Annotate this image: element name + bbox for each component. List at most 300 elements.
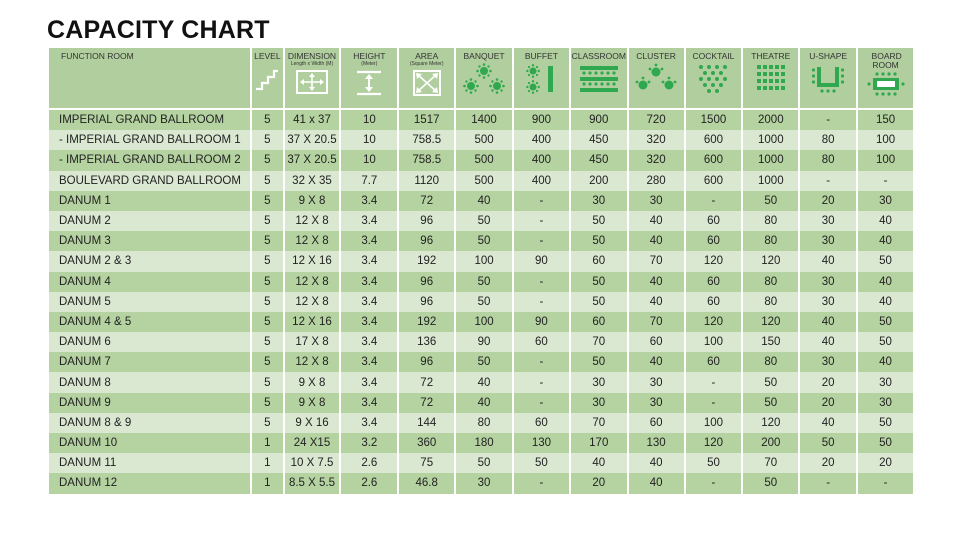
cell-height: 3.4 — [341, 211, 397, 231]
cell-level: 5 — [252, 108, 282, 130]
cell-level: 5 — [252, 393, 282, 413]
cell-cluster: 40 — [629, 272, 684, 292]
cell-theatre: 200 — [743, 433, 798, 453]
cell-buffet: 90 — [514, 312, 569, 332]
cell-area: 75 — [399, 453, 454, 473]
cell-dimension: 41 x 37 — [285, 108, 340, 130]
cell-function-room: - IMPERIAL GRAND BALLROOM 1 — [49, 130, 250, 150]
cell-classroom: 20 — [571, 473, 627, 493]
cell-height: 3.4 — [341, 352, 397, 372]
header-sublabel: (Square Meter) — [409, 60, 444, 67]
cell-height: 3.4 — [341, 191, 397, 211]
cell-classroom: 450 — [571, 130, 627, 150]
header-buffet — [514, 48, 569, 108]
cluster-icon — [634, 63, 678, 95]
cell-banquet: 50 — [456, 272, 512, 292]
cell-height: 2.6 — [341, 473, 397, 493]
cell-banquet: 180 — [456, 433, 512, 453]
cell-dimension: 32 X 35 — [285, 171, 340, 191]
cell-theatre: 50 — [743, 372, 798, 392]
cell-buffet: 400 — [514, 171, 569, 191]
cell-classroom: 170 — [571, 433, 627, 453]
cell-cluster: 280 — [629, 171, 684, 191]
cell-classroom: 70 — [571, 413, 627, 433]
cell-buffet: - — [514, 352, 569, 372]
table-row — [49, 251, 913, 271]
cell-theatre: 50 — [743, 191, 798, 211]
cell-board-room: 30 — [858, 393, 913, 413]
header-height — [341, 48, 397, 108]
cell-cocktail: 60 — [686, 231, 742, 251]
header-cocktail — [686, 48, 742, 108]
cell-area: 360 — [399, 433, 454, 453]
cell-level: 5 — [252, 251, 282, 271]
cell-theatre: 70 — [743, 453, 798, 473]
cell-theatre: 120 — [743, 251, 798, 271]
cell-height: 10 — [341, 130, 397, 150]
cell-dimension: 9 X 8 — [285, 191, 340, 211]
cell-dimension: 37 X 20.5 — [285, 130, 340, 150]
cell-level: 1 — [252, 433, 282, 453]
cell-area: 46.8 — [399, 473, 454, 493]
cell-dimension: 12 X 8 — [285, 292, 340, 312]
table-row — [49, 292, 913, 312]
cell-function-room: DANUM 1 — [49, 191, 250, 211]
cell-board-room: 50 — [858, 251, 913, 271]
cell-theatre: 2000 — [743, 108, 798, 130]
cell-level: 5 — [252, 211, 282, 231]
cell-u-shape: 40 — [800, 312, 856, 332]
cell-theatre: 80 — [743, 272, 798, 292]
cell-dimension: 9 X 8 — [285, 372, 340, 392]
header-label: CLASSROOM — [571, 51, 626, 61]
cell-dimension: 12 X 16 — [285, 312, 340, 332]
cell-buffet: - — [514, 473, 569, 493]
header-label: BUFFET — [524, 51, 558, 61]
cell-area: 192 — [399, 251, 454, 271]
header-u-shape — [800, 48, 856, 108]
cell-function-room: DANUM 11 — [49, 453, 250, 473]
cell-height: 3.4 — [341, 251, 397, 271]
table-row — [49, 352, 913, 372]
cell-cocktail: 600 — [686, 171, 742, 191]
height-icon — [354, 69, 384, 97]
cell-theatre: 1000 — [743, 171, 798, 191]
table-row — [49, 211, 913, 231]
cell-area: 96 — [399, 211, 454, 231]
cell-u-shape: 50 — [800, 433, 856, 453]
table-row — [49, 393, 913, 413]
cell-level: 5 — [252, 130, 282, 150]
cell-height: 3.4 — [341, 393, 397, 413]
cell-dimension: 8.5 X 5.5 — [285, 473, 340, 493]
cell-board-room: 50 — [858, 413, 913, 433]
cell-banquet: 100 — [456, 312, 512, 332]
cell-level: 5 — [252, 332, 282, 352]
header-sublabel: Length x Width (M) — [290, 60, 334, 67]
cell-area: 758.5 — [399, 130, 454, 150]
u-shape-icon — [811, 64, 845, 94]
cell-banquet: 80 — [456, 413, 512, 433]
cell-cluster: 40 — [629, 292, 684, 312]
cell-board-room: 100 — [858, 150, 913, 170]
cell-u-shape: 40 — [800, 251, 856, 271]
cell-board-room: 20 — [858, 453, 913, 473]
cell-height: 3.4 — [341, 332, 397, 352]
cell-function-room: - IMPERIAL GRAND BALLROOM 2 — [49, 150, 250, 170]
cell-cluster: 720 — [629, 108, 684, 130]
cell-function-room: DANUM 8 — [49, 372, 250, 392]
boardroom-icon — [866, 71, 906, 97]
header-label: LEVEL — [254, 51, 281, 61]
cell-banquet: 40 — [456, 191, 512, 211]
table-row — [49, 171, 913, 191]
cell-height: 3.4 — [341, 231, 397, 251]
cell-height: 7.7 — [341, 171, 397, 191]
cell-cluster: 130 — [629, 433, 684, 453]
cell-area: 96 — [399, 352, 454, 372]
cell-classroom: 30 — [571, 393, 627, 413]
cell-height: 10 — [341, 108, 397, 130]
cell-classroom: 900 — [571, 108, 627, 130]
cell-board-room: 30 — [858, 372, 913, 392]
cell-function-room: DANUM 10 — [49, 433, 250, 453]
cell-u-shape: 30 — [800, 352, 856, 372]
cell-function-room: DANUM 4 & 5 — [49, 312, 250, 332]
cell-function-room: IMPERIAL GRAND BALLROOM — [49, 108, 250, 130]
cell-cocktail: 60 — [686, 352, 742, 372]
cell-cocktail: 600 — [686, 130, 742, 150]
cell-u-shape: 20 — [800, 372, 856, 392]
cell-classroom: 70 — [571, 332, 627, 352]
header-area — [399, 48, 454, 108]
cell-cluster: 320 — [629, 150, 684, 170]
cell-height: 3.4 — [341, 372, 397, 392]
cell-dimension: 10 X 7.5 — [285, 453, 340, 473]
cell-area: 72 — [399, 191, 454, 211]
cell-banquet: 40 — [456, 393, 512, 413]
cell-dimension: 17 X 8 — [285, 332, 340, 352]
cell-height: 2.6 — [341, 453, 397, 473]
cell-banquet: 500 — [456, 150, 512, 170]
cell-u-shape: 40 — [800, 413, 856, 433]
table-row — [49, 272, 913, 292]
cell-u-shape: - — [800, 108, 856, 130]
cell-area: 1120 — [399, 171, 454, 191]
cell-cocktail: 60 — [686, 211, 742, 231]
cell-dimension: 9 X 8 — [285, 393, 340, 413]
cell-classroom: 50 — [571, 231, 627, 251]
table-row — [49, 413, 913, 433]
banquet-icon — [462, 63, 506, 95]
cell-height: 10 — [341, 150, 397, 170]
cell-banquet: 50 — [456, 211, 512, 231]
cell-board-room: 40 — [858, 231, 913, 251]
cell-theatre: 80 — [743, 292, 798, 312]
cell-classroom: 50 — [571, 211, 627, 231]
table-row — [49, 453, 913, 473]
cell-banquet: 50 — [456, 231, 512, 251]
cell-dimension: 12 X 8 — [285, 352, 340, 372]
cell-classroom: 60 — [571, 312, 627, 332]
cell-cocktail: - — [686, 473, 742, 493]
cell-cluster: 60 — [629, 413, 684, 433]
cell-buffet: - — [514, 393, 569, 413]
cell-cluster: 30 — [629, 393, 684, 413]
cell-level: 5 — [252, 352, 282, 372]
cell-level: 5 — [252, 171, 282, 191]
classroom-icon — [578, 64, 620, 94]
cell-buffet: - — [514, 372, 569, 392]
cell-function-room: DANUM 7 — [49, 352, 250, 372]
cell-cluster: 40 — [629, 473, 684, 493]
cell-classroom: 30 — [571, 191, 627, 211]
cell-dimension: 24 X15 — [285, 433, 340, 453]
cell-u-shape: 80 — [800, 150, 856, 170]
header-label: BOARD ROOM — [871, 51, 902, 70]
cell-area: 758.5 — [399, 150, 454, 170]
header-classroom — [571, 48, 627, 108]
header-label: FUNCTION ROOM — [61, 51, 134, 61]
cell-banquet: 40 — [456, 372, 512, 392]
cell-function-room: BOULEVARD GRAND BALLROOM — [49, 171, 250, 191]
cell-function-room: DANUM 9 — [49, 393, 250, 413]
cell-cocktail: 1500 — [686, 108, 742, 130]
cell-board-room: 50 — [858, 312, 913, 332]
cell-board-room: 40 — [858, 272, 913, 292]
cell-dimension: 9 X 16 — [285, 413, 340, 433]
cell-level: 5 — [252, 372, 282, 392]
cell-height: 3.4 — [341, 292, 397, 312]
cell-banquet: 500 — [456, 130, 512, 150]
cell-cluster: 40 — [629, 352, 684, 372]
table-row — [49, 332, 913, 352]
header-label: COCKTAIL — [692, 51, 735, 61]
cell-level: 1 — [252, 453, 282, 473]
cell-cocktail: 100 — [686, 332, 742, 352]
capacity-table-body — [49, 108, 913, 494]
cell-banquet: 50 — [456, 292, 512, 312]
cell-board-room: 150 — [858, 108, 913, 130]
cell-dimension: 12 X 8 — [285, 211, 340, 231]
cell-area: 72 — [399, 372, 454, 392]
cell-level: 5 — [252, 231, 282, 251]
table-row — [49, 473, 913, 493]
header-level — [252, 48, 282, 108]
cell-banquet: 100 — [456, 251, 512, 271]
header-label: AREA — [415, 51, 439, 61]
cell-level: 5 — [252, 413, 282, 433]
cell-dimension: 37 X 20.5 — [285, 150, 340, 170]
cell-buffet: - — [514, 272, 569, 292]
cell-area: 96 — [399, 231, 454, 251]
cell-u-shape: 20 — [800, 191, 856, 211]
cell-function-room: DANUM 2 — [49, 211, 250, 231]
cell-theatre: 50 — [743, 393, 798, 413]
cell-u-shape: 20 — [800, 453, 856, 473]
cell-buffet: 900 — [514, 108, 569, 130]
cell-buffet: 60 — [514, 332, 569, 352]
cell-banquet: 1400 — [456, 108, 512, 130]
cell-buffet: 50 — [514, 453, 569, 473]
header-board-room — [858, 48, 913, 108]
cell-u-shape: 30 — [800, 272, 856, 292]
cell-cluster: 30 — [629, 372, 684, 392]
header-row — [49, 48, 913, 108]
cell-level: 5 — [252, 312, 282, 332]
cell-function-room: DANUM 12 — [49, 473, 250, 493]
cell-level: 5 — [252, 272, 282, 292]
cell-theatre: 80 — [743, 352, 798, 372]
cell-cluster: 30 — [629, 191, 684, 211]
cell-banquet: 50 — [456, 453, 512, 473]
header-label: U-SHAPE — [809, 51, 848, 61]
area-icon — [412, 69, 442, 97]
cell-cluster: 70 — [629, 251, 684, 271]
cell-dimension: 12 X 8 — [285, 231, 340, 251]
cell-theatre: 80 — [743, 231, 798, 251]
cell-board-room: 50 — [858, 332, 913, 352]
cell-buffet: 60 — [514, 413, 569, 433]
table-row — [49, 312, 913, 332]
cell-banquet: 30 — [456, 473, 512, 493]
cell-cluster: 70 — [629, 312, 684, 332]
cell-u-shape: 30 — [800, 292, 856, 312]
header-theatre — [743, 48, 798, 108]
cell-height: 3.2 — [341, 433, 397, 453]
cell-cluster: 60 — [629, 332, 684, 352]
cell-cocktail: 120 — [686, 251, 742, 271]
cell-area: 1517 — [399, 108, 454, 130]
cell-classroom: 450 — [571, 150, 627, 170]
cell-cocktail: 600 — [686, 150, 742, 170]
table-row — [49, 108, 913, 130]
header-function-room — [49, 48, 250, 108]
cell-function-room: DANUM 8 & 9 — [49, 413, 250, 433]
capacity-table — [47, 48, 915, 494]
table-row — [49, 191, 913, 211]
cell-u-shape: 80 — [800, 130, 856, 150]
cocktail-icon — [696, 64, 730, 94]
header-label: THEATRE — [751, 51, 791, 61]
cell-function-room: DANUM 2 & 3 — [49, 251, 250, 271]
cell-theatre: 50 — [743, 473, 798, 493]
cell-u-shape: - — [800, 171, 856, 191]
cell-banquet: 50 — [456, 352, 512, 372]
table-row — [49, 372, 913, 392]
cell-buffet: - — [514, 191, 569, 211]
cell-board-room: 100 — [858, 130, 913, 150]
cell-u-shape: 20 — [800, 393, 856, 413]
cell-banquet: 500 — [456, 171, 512, 191]
cell-board-room: 40 — [858, 352, 913, 372]
cell-height: 3.4 — [341, 413, 397, 433]
cell-cocktail: - — [686, 191, 742, 211]
stairs-icon — [254, 65, 280, 91]
table-row — [49, 231, 913, 251]
cell-cocktail: 60 — [686, 292, 742, 312]
cell-buffet: 400 — [514, 130, 569, 150]
dimension-icon — [295, 69, 329, 95]
cell-cocktail: - — [686, 372, 742, 392]
cell-theatre: 120 — [743, 312, 798, 332]
header-label: CLUSTER — [636, 51, 676, 61]
cell-buffet: - — [514, 231, 569, 251]
header-label: DIMENSION — [287, 51, 337, 61]
cell-theatre: 1000 — [743, 150, 798, 170]
cell-classroom: 30 — [571, 372, 627, 392]
cell-classroom: 60 — [571, 251, 627, 271]
cell-buffet: 400 — [514, 150, 569, 170]
cell-buffet: - — [514, 292, 569, 312]
cell-area: 192 — [399, 312, 454, 332]
cell-height: 3.4 — [341, 272, 397, 292]
page-title: CAPACITY CHART — [47, 16, 270, 44]
cell-theatre: 1000 — [743, 130, 798, 150]
table-row — [49, 433, 913, 453]
cell-classroom: 50 — [571, 272, 627, 292]
cell-level: 5 — [252, 150, 282, 170]
cell-function-room: DANUM 6 — [49, 332, 250, 352]
cell-cocktail: - — [686, 393, 742, 413]
cell-u-shape: 40 — [800, 332, 856, 352]
cell-level: 5 — [252, 292, 282, 312]
cell-level: 5 — [252, 191, 282, 211]
cell-classroom: 200 — [571, 171, 627, 191]
cell-buffet: - — [514, 211, 569, 231]
buffet-icon — [523, 63, 559, 95]
cell-area: 96 — [399, 292, 454, 312]
header-dimension — [285, 48, 340, 108]
cell-area: 72 — [399, 393, 454, 413]
cell-cluster: 40 — [629, 453, 684, 473]
cell-dimension: 12 X 8 — [285, 272, 340, 292]
cell-cocktail: 120 — [686, 312, 742, 332]
cell-area: 144 — [399, 413, 454, 433]
cell-classroom: 40 — [571, 453, 627, 473]
cell-board-room: 30 — [858, 191, 913, 211]
cell-cocktail: 50 — [686, 453, 742, 473]
cell-cluster: 320 — [629, 130, 684, 150]
cell-function-room: DANUM 5 — [49, 292, 250, 312]
cell-board-room: - — [858, 473, 913, 493]
header-sublabel: (Meter) — [361, 60, 378, 67]
cell-area: 96 — [399, 272, 454, 292]
cell-function-room: DANUM 3 — [49, 231, 250, 251]
table-row — [49, 130, 913, 150]
cell-board-room: 40 — [858, 211, 913, 231]
cell-classroom: 50 — [571, 352, 627, 372]
header-cluster — [629, 48, 684, 108]
cell-cocktail: 100 — [686, 413, 742, 433]
cell-height: 3.4 — [341, 312, 397, 332]
cell-board-room: 40 — [858, 292, 913, 312]
cell-buffet: 90 — [514, 251, 569, 271]
cell-cluster: 40 — [629, 231, 684, 251]
cell-cocktail: 60 — [686, 272, 742, 292]
cell-theatre: 80 — [743, 211, 798, 231]
cell-dimension: 12 X 16 — [285, 251, 340, 271]
cell-u-shape: - — [800, 473, 856, 493]
cell-board-room: - — [858, 171, 913, 191]
theatre-icon — [756, 64, 786, 94]
cell-banquet: 90 — [456, 332, 512, 352]
header-label: HEIGHT — [353, 51, 386, 61]
cell-u-shape: 30 — [800, 231, 856, 251]
cell-buffet: 130 — [514, 433, 569, 453]
cell-theatre: 150 — [743, 332, 798, 352]
cell-area: 136 — [399, 332, 454, 352]
